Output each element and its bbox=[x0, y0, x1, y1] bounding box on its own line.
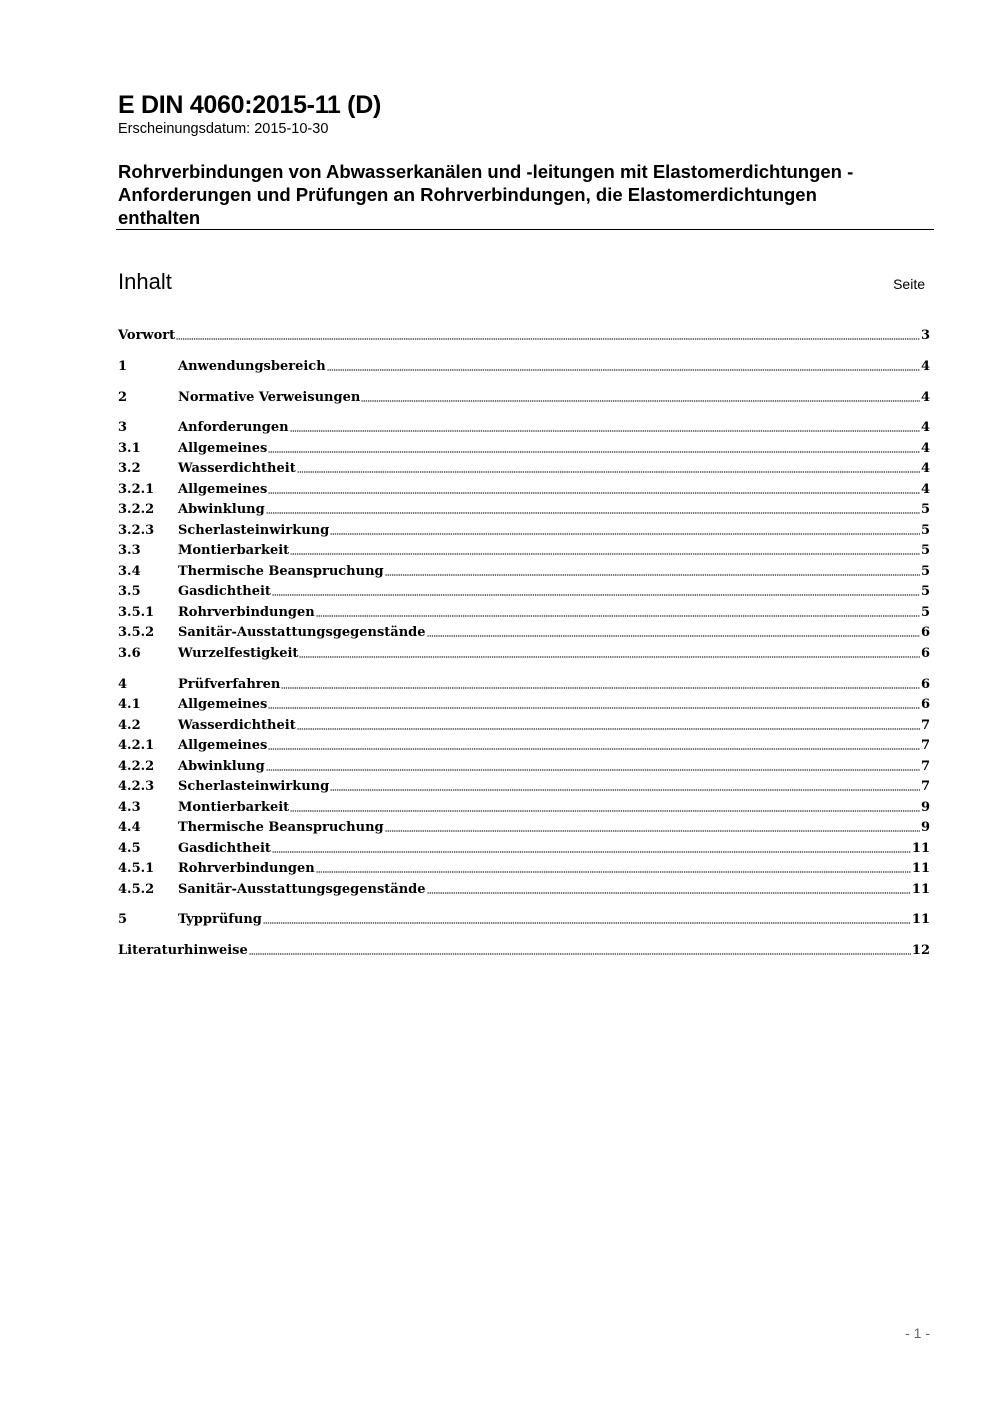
toc-dot-leader bbox=[268, 706, 920, 710]
toc-entry-number: 4.1 bbox=[118, 697, 141, 712]
toc-entry-number: 3.5.1 bbox=[118, 605, 155, 620]
toc-dot-leader bbox=[176, 337, 920, 341]
toc-entry-number: 4 bbox=[118, 677, 128, 692]
toc-entry-number: 3.2.1 bbox=[118, 482, 155, 497]
toc-entry-page: 11 bbox=[911, 861, 930, 876]
toc-dot-leader bbox=[266, 768, 920, 772]
toc-dot-leader bbox=[263, 921, 911, 925]
toc-entry-title: Anforderungen bbox=[178, 420, 289, 435]
toc-entry-number: 4.3 bbox=[118, 800, 141, 815]
toc-entry-page: 6 bbox=[920, 646, 930, 661]
toc-entry-title: Allgemeines bbox=[178, 441, 268, 456]
toc-entry-page: 11 bbox=[911, 912, 930, 927]
toc-entry[interactable] bbox=[118, 387, 930, 407]
toc-entry-title: Montierbarkeit bbox=[178, 543, 290, 558]
toc-entry-number: 3 bbox=[118, 420, 128, 435]
toc-dot-leader bbox=[272, 850, 911, 854]
toc-dot-leader bbox=[249, 952, 911, 956]
toc-entry[interactable] bbox=[118, 715, 930, 735]
toc-entry[interactable] bbox=[118, 325, 930, 345]
toc-dot-leader bbox=[297, 727, 920, 731]
toc-entry-page: 9 bbox=[920, 800, 930, 815]
toc-entry[interactable] bbox=[118, 479, 930, 499]
toc-entry-title: Gasdichtheit bbox=[178, 841, 271, 856]
toc-entry-page: 4 bbox=[920, 482, 930, 497]
toc-entry-number: 3.5 bbox=[118, 584, 141, 599]
toc-entry-title: Vorwort bbox=[118, 328, 176, 343]
toc-entry-number: 4.5.1 bbox=[118, 861, 155, 876]
toc-entry-page: 5 bbox=[920, 564, 930, 579]
toc-entry-page: 7 bbox=[920, 759, 930, 774]
toc-entry-number: 4.2.1 bbox=[118, 738, 155, 753]
toc-entry-number: 4.5.2 bbox=[118, 882, 155, 897]
toc-dot-leader bbox=[268, 747, 920, 751]
toc-entry[interactable] bbox=[118, 458, 930, 478]
toc-entry-title: Prüfverfahren bbox=[178, 677, 281, 692]
toc-entry[interactable] bbox=[118, 674, 930, 694]
toc-entry[interactable] bbox=[118, 909, 930, 929]
toc-entry-page: 6 bbox=[920, 625, 930, 640]
toc-entry[interactable] bbox=[118, 879, 930, 899]
toc-entry-title: Literaturhinweise bbox=[118, 943, 248, 958]
document-title-line: enthalten bbox=[118, 207, 201, 228]
toc-entry-title: Rohrverbindungen bbox=[178, 861, 315, 876]
toc-entry-title: Scherlasteinwirkung bbox=[178, 779, 330, 794]
toc-dot-leader bbox=[316, 870, 911, 874]
toc-entry-page: 9 bbox=[920, 820, 930, 835]
toc-dot-leader bbox=[427, 891, 911, 895]
toc-entry-title: Wasserdichtheit bbox=[178, 718, 296, 733]
toc-entry-title: Typprüfung bbox=[178, 912, 262, 927]
toc-entry[interactable] bbox=[118, 540, 930, 560]
toc-dot-leader bbox=[290, 429, 920, 433]
toc-entry[interactable] bbox=[118, 356, 930, 376]
toc-entry[interactable] bbox=[118, 520, 930, 540]
toc-entry[interactable] bbox=[118, 622, 930, 642]
toc-dot-leader bbox=[266, 511, 920, 515]
toc-dot-leader bbox=[281, 686, 920, 690]
toc-dot-leader bbox=[330, 788, 920, 792]
toc-entry-page: 4 bbox=[920, 420, 930, 435]
toc-entry-number: 4.5 bbox=[118, 841, 141, 856]
document-title-line: Rohrverbindungen von Abwasserkanälen und -leitungen mit Elastomerdichtungen - bbox=[118, 161, 854, 182]
toc-entry-page: 12 bbox=[911, 943, 930, 958]
toc-entry-page: 7 bbox=[920, 718, 930, 733]
toc-entry[interactable] bbox=[118, 756, 930, 776]
toc-entry-page: 6 bbox=[920, 697, 930, 712]
toc-entry-number: 3.4 bbox=[118, 564, 141, 579]
toc-entry-page: 3 bbox=[920, 328, 930, 343]
toc-entry-number: 4.2 bbox=[118, 718, 141, 733]
toc-entry-number: 3.2.3 bbox=[118, 523, 155, 538]
toc-entry-title: Sanitär-Ausstattungsgegenstände bbox=[178, 882, 426, 897]
toc-dot-leader bbox=[327, 368, 920, 372]
toc-dot-leader bbox=[361, 399, 920, 403]
toc-entry-number: 4.4 bbox=[118, 820, 141, 835]
toc-dot-leader bbox=[290, 809, 920, 813]
toc-entry-number: 3.2 bbox=[118, 461, 141, 476]
toc-entry-number: 5 bbox=[118, 912, 128, 927]
toc-entry[interactable] bbox=[118, 838, 930, 858]
toc-heading: Inhalt bbox=[118, 269, 172, 294]
toc-entry-title: Wurzelfestigkeit bbox=[178, 646, 299, 661]
toc-entry[interactable] bbox=[118, 694, 930, 714]
toc-dot-leader bbox=[290, 552, 920, 556]
toc-dot-leader bbox=[268, 450, 920, 454]
toc-entry[interactable] bbox=[118, 940, 930, 960]
toc-entry-page: 4 bbox=[920, 359, 930, 374]
toc-entry[interactable] bbox=[118, 499, 930, 519]
toc-dot-leader bbox=[316, 614, 920, 618]
toc-entry-number: 1 bbox=[118, 359, 128, 374]
toc-entry-number: 4.2.2 bbox=[118, 759, 155, 774]
toc-entry[interactable] bbox=[118, 817, 930, 837]
toc-entry-title: Rohrverbindungen bbox=[178, 605, 315, 620]
toc-entry-page: 5 bbox=[920, 605, 930, 620]
toc-entry[interactable] bbox=[118, 858, 930, 878]
toc-entry[interactable] bbox=[118, 581, 930, 601]
toc-dot-leader bbox=[297, 470, 920, 474]
toc-entry-page: 11 bbox=[911, 841, 930, 856]
toc-entry[interactable] bbox=[118, 643, 930, 663]
toc-entry-title: Allgemeines bbox=[178, 697, 268, 712]
toc-entry-title: Scherlasteinwirkung bbox=[178, 523, 330, 538]
toc-entry-title: Wasserdichtheit bbox=[178, 461, 296, 476]
toc-entry-page: 4 bbox=[920, 461, 930, 476]
toc-entry-number: 4.2.3 bbox=[118, 779, 155, 794]
toc-entry-page: 5 bbox=[920, 543, 930, 558]
toc-entry-number: 3.2.2 bbox=[118, 502, 155, 517]
table-of-contents bbox=[118, 0, 930, 1403]
toc-entry-number: 2 bbox=[118, 390, 128, 405]
toc-entry-page: 5 bbox=[920, 523, 930, 538]
toc-entry-number: 3.6 bbox=[118, 646, 141, 661]
toc-entry-page: 11 bbox=[911, 882, 930, 897]
toc-entry-title: Normative Verweisungen bbox=[178, 390, 361, 405]
toc-entry-page: 7 bbox=[920, 738, 930, 753]
toc-entry-title: Allgemeines bbox=[178, 738, 268, 753]
toc-entry[interactable] bbox=[118, 602, 930, 622]
toc-entry-title: Anwendungsbereich bbox=[178, 359, 326, 374]
toc-entry-title: Thermische Beanspruchung bbox=[178, 564, 384, 579]
toc-entry[interactable] bbox=[118, 776, 930, 796]
toc-page-column-label: Seite bbox=[893, 276, 925, 292]
page-number: - 1 - bbox=[905, 1325, 930, 1341]
toc-entry-title: Thermische Beanspruchung bbox=[178, 820, 384, 835]
toc-entry-title: Abwinklung bbox=[178, 502, 265, 517]
toc-dot-leader bbox=[268, 491, 920, 495]
toc-dot-leader bbox=[385, 829, 920, 833]
toc-dot-leader bbox=[272, 593, 920, 597]
toc-dot-leader bbox=[427, 634, 920, 638]
toc-entry-number: 3.5.2 bbox=[118, 625, 155, 640]
toc-entry[interactable] bbox=[118, 561, 930, 581]
publication-date: Erscheinungsdatum: 2015-10-30 bbox=[118, 121, 329, 137]
toc-entry-title: Allgemeines bbox=[178, 482, 268, 497]
toc-entry-title: Gasdichtheit bbox=[178, 584, 271, 599]
toc-entry[interactable] bbox=[118, 438, 930, 458]
document-title-line: Anforderungen und Prüfungen an Rohrverbindungen, die Elastomerdichtungen bbox=[118, 184, 817, 205]
toc-entry-number: 3.3 bbox=[118, 543, 141, 558]
toc-dot-leader bbox=[330, 532, 920, 536]
toc-dot-leader bbox=[385, 573, 920, 577]
document-id: E DIN 4060:2015-11 (D) bbox=[118, 91, 381, 119]
toc-entry-title: Sanitär-Ausstattungsgegenstände bbox=[178, 625, 426, 640]
toc-entry-page: 4 bbox=[920, 390, 930, 405]
toc-entry-title: Montierbarkeit bbox=[178, 800, 290, 815]
toc-entry[interactable] bbox=[118, 417, 930, 437]
toc-entry-page: 5 bbox=[920, 584, 930, 599]
toc-entry-title: Abwinklung bbox=[178, 759, 265, 774]
toc-entry-page: 5 bbox=[920, 502, 930, 517]
toc-dot-leader bbox=[299, 655, 920, 659]
toc-entry[interactable] bbox=[118, 797, 930, 817]
toc-entry-page: 4 bbox=[920, 441, 930, 456]
toc-entry-page: 6 bbox=[920, 677, 930, 692]
toc-entry-number: 3.1 bbox=[118, 441, 141, 456]
toc-entry[interactable] bbox=[118, 735, 930, 755]
toc-entry-page: 7 bbox=[920, 779, 930, 794]
